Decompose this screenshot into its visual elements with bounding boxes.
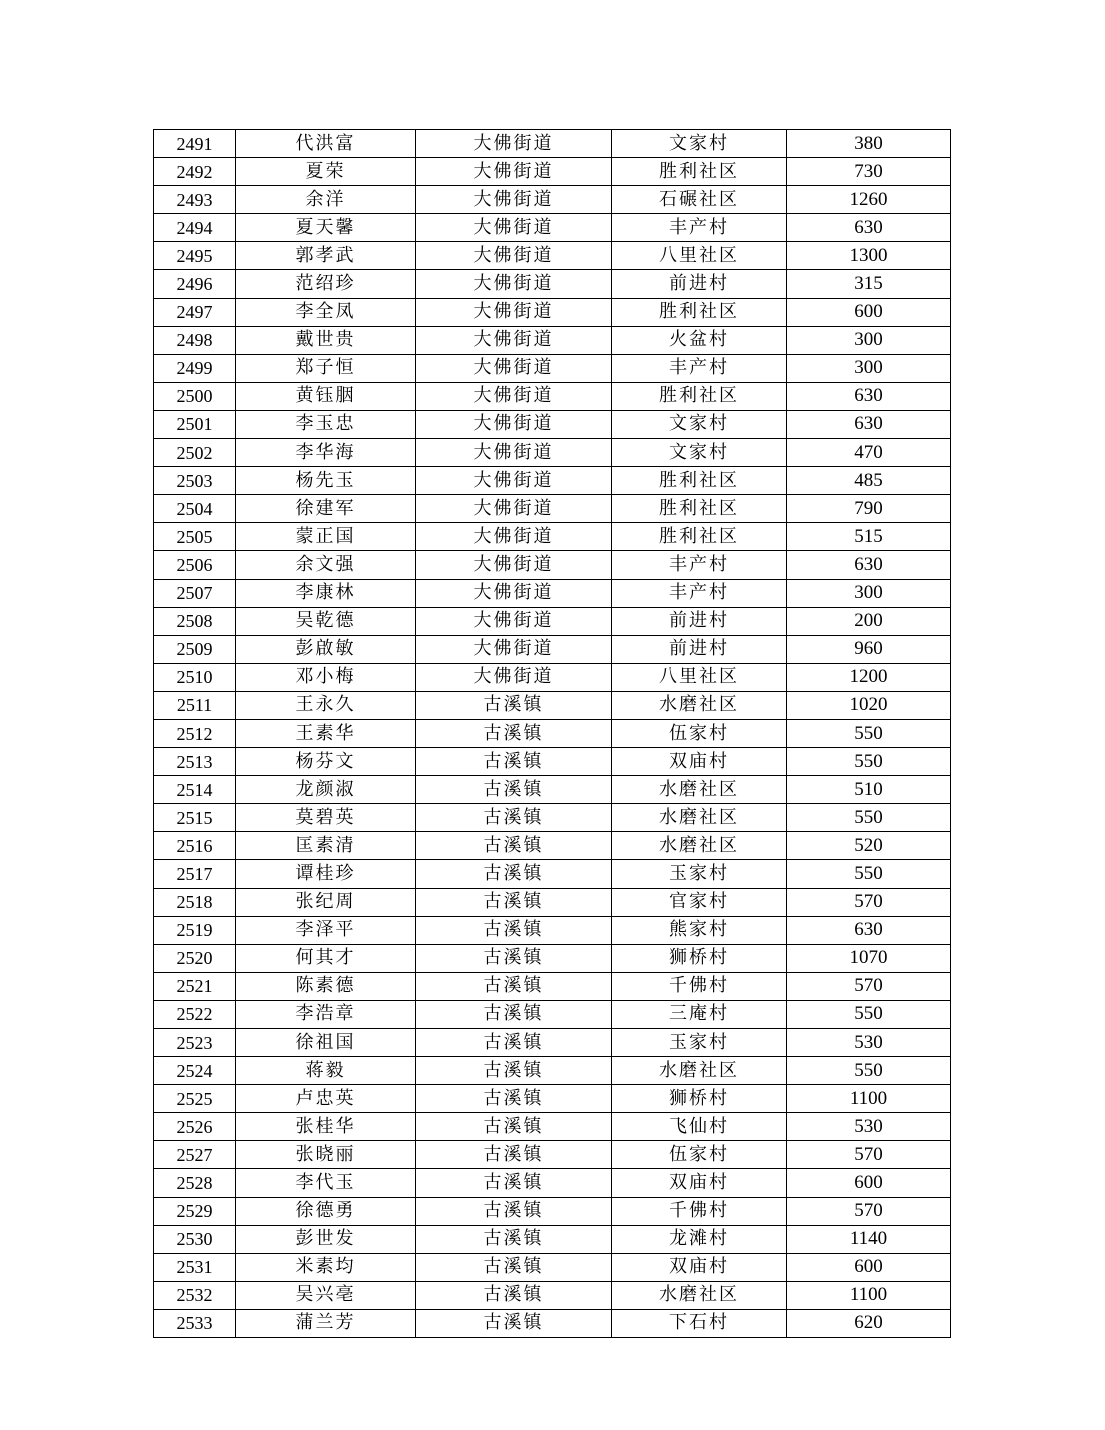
person-name-cell: 蒲兰芳 <box>236 1309 416 1337</box>
village-name-cell: 水磨社区 <box>612 1281 787 1309</box>
amount-value-cell: 520 <box>787 832 951 860</box>
town-name-cell: 大佛街道 <box>416 186 612 214</box>
row-number-cell: 2533 <box>154 1309 236 1337</box>
amount-value-cell: 550 <box>787 804 951 832</box>
row-number-cell: 2505 <box>154 523 236 551</box>
row-number-cell: 2528 <box>154 1169 236 1197</box>
row-number-cell: 2518 <box>154 888 236 916</box>
table-row <box>154 1253 951 1281</box>
row-number-cell: 2493 <box>154 186 236 214</box>
town-name-cell: 古溪镇 <box>416 944 612 972</box>
village-name-cell: 伍家村 <box>612 719 787 747</box>
table-row <box>154 888 951 916</box>
town-name-cell: 大佛街道 <box>416 242 612 270</box>
person-name-cell: 李代玉 <box>236 1169 416 1197</box>
amount-value-cell: 530 <box>787 1029 951 1057</box>
amount-value-cell: 630 <box>787 214 951 242</box>
amount-value-cell: 570 <box>787 972 951 1000</box>
row-number-cell: 2520 <box>154 944 236 972</box>
village-name-cell: 文家村 <box>612 130 787 158</box>
person-name-cell: 邓小梅 <box>236 663 416 691</box>
table-row <box>154 607 951 635</box>
person-name-cell: 徐建军 <box>236 495 416 523</box>
town-name-cell: 古溪镇 <box>416 691 612 719</box>
table-row <box>154 719 951 747</box>
person-name-cell: 张纪周 <box>236 888 416 916</box>
village-name-cell: 水磨社区 <box>612 1057 787 1085</box>
table-row <box>154 691 951 719</box>
amount-value-cell: 530 <box>787 1113 951 1141</box>
row-number-cell: 2497 <box>154 298 236 326</box>
village-name-cell: 石碾社区 <box>612 186 787 214</box>
person-name-cell: 徐祖国 <box>236 1029 416 1057</box>
person-name-cell: 范绍珍 <box>236 270 416 298</box>
row-number-cell: 2507 <box>154 579 236 607</box>
person-name-cell: 夏天馨 <box>236 214 416 242</box>
table-row <box>154 944 951 972</box>
table-row <box>154 860 951 888</box>
row-number-cell: 2502 <box>154 439 236 467</box>
table-row <box>154 1169 951 1197</box>
amount-value-cell: 1260 <box>787 186 951 214</box>
village-name-cell: 双庙村 <box>612 1253 787 1281</box>
data-table <box>153 129 951 1338</box>
village-name-cell: 双庙村 <box>612 1169 787 1197</box>
person-name-cell: 张桂华 <box>236 1113 416 1141</box>
amount-value-cell: 600 <box>787 298 951 326</box>
amount-value-cell: 470 <box>787 439 951 467</box>
amount-value-cell: 300 <box>787 579 951 607</box>
village-name-cell: 三庵村 <box>612 1000 787 1028</box>
person-name-cell: 李泽平 <box>236 916 416 944</box>
table-row <box>154 1029 951 1057</box>
village-name-cell: 丰产村 <box>612 354 787 382</box>
amount-value-cell: 1100 <box>787 1281 951 1309</box>
amount-value-cell: 1020 <box>787 691 951 719</box>
person-name-cell: 王素华 <box>236 719 416 747</box>
row-number-cell: 2491 <box>154 130 236 158</box>
town-name-cell: 大佛街道 <box>416 467 612 495</box>
village-name-cell: 熊家村 <box>612 916 787 944</box>
amount-value-cell: 630 <box>787 410 951 438</box>
town-name-cell: 大佛街道 <box>416 607 612 635</box>
town-name-cell: 大佛街道 <box>416 214 612 242</box>
village-name-cell: 下石村 <box>612 1309 787 1337</box>
person-name-cell: 余洋 <box>236 186 416 214</box>
row-number-cell: 2510 <box>154 663 236 691</box>
row-number-cell: 2496 <box>154 270 236 298</box>
amount-value-cell: 570 <box>787 888 951 916</box>
amount-value-cell: 600 <box>787 1169 951 1197</box>
amount-value-cell: 515 <box>787 523 951 551</box>
person-name-cell: 李全凤 <box>236 298 416 326</box>
amount-value-cell: 510 <box>787 776 951 804</box>
town-name-cell: 古溪镇 <box>416 1309 612 1337</box>
town-name-cell: 古溪镇 <box>416 1000 612 1028</box>
town-name-cell: 古溪镇 <box>416 1253 612 1281</box>
amount-value-cell: 380 <box>787 130 951 158</box>
amount-value-cell: 730 <box>787 158 951 186</box>
amount-value-cell: 550 <box>787 860 951 888</box>
town-name-cell: 古溪镇 <box>416 804 612 832</box>
table-row <box>154 439 951 467</box>
person-name-cell: 戴世贵 <box>236 326 416 354</box>
town-name-cell: 古溪镇 <box>416 916 612 944</box>
table-row <box>154 1141 951 1169</box>
table-row <box>154 158 951 186</box>
village-name-cell: 胜利社区 <box>612 523 787 551</box>
village-name-cell: 前进村 <box>612 607 787 635</box>
town-name-cell: 大佛街道 <box>416 298 612 326</box>
town-name-cell: 大佛街道 <box>416 382 612 410</box>
amount-value-cell: 550 <box>787 719 951 747</box>
row-number-cell: 2523 <box>154 1029 236 1057</box>
row-number-cell: 2504 <box>154 495 236 523</box>
village-name-cell: 水磨社区 <box>612 804 787 832</box>
town-name-cell: 大佛街道 <box>416 439 612 467</box>
row-number-cell: 2494 <box>154 214 236 242</box>
town-name-cell: 古溪镇 <box>416 972 612 1000</box>
table-row <box>154 1225 951 1253</box>
person-name-cell: 陈素德 <box>236 972 416 1000</box>
person-name-cell: 李玉忠 <box>236 410 416 438</box>
person-name-cell: 李浩章 <box>236 1000 416 1028</box>
table-row <box>154 1000 951 1028</box>
village-name-cell: 官家村 <box>612 888 787 916</box>
table-row <box>154 467 951 495</box>
village-name-cell: 玉家村 <box>612 1029 787 1057</box>
row-number-cell: 2498 <box>154 326 236 354</box>
village-name-cell: 胜利社区 <box>612 382 787 410</box>
row-number-cell: 2526 <box>154 1113 236 1141</box>
amount-value-cell: 1070 <box>787 944 951 972</box>
town-name-cell: 古溪镇 <box>416 748 612 776</box>
town-name-cell: 古溪镇 <box>416 1197 612 1225</box>
table-row <box>154 832 951 860</box>
person-name-cell: 李华海 <box>236 439 416 467</box>
town-name-cell: 古溪镇 <box>416 832 612 860</box>
village-name-cell: 胜利社区 <box>612 495 787 523</box>
person-name-cell: 黄钰胭 <box>236 382 416 410</box>
village-name-cell: 胜利社区 <box>612 298 787 326</box>
village-name-cell: 丰产村 <box>612 214 787 242</box>
amount-value-cell: 200 <box>787 607 951 635</box>
village-name-cell: 双庙村 <box>612 748 787 776</box>
row-number-cell: 2529 <box>154 1197 236 1225</box>
village-name-cell: 火盆村 <box>612 326 787 354</box>
town-name-cell: 大佛街道 <box>416 663 612 691</box>
person-name-cell: 吴乾德 <box>236 607 416 635</box>
village-name-cell: 伍家村 <box>612 1141 787 1169</box>
row-number-cell: 2515 <box>154 804 236 832</box>
table-row <box>154 523 951 551</box>
amount-value-cell: 485 <box>787 467 951 495</box>
row-number-cell: 2509 <box>154 635 236 663</box>
table-row <box>154 635 951 663</box>
village-name-cell: 胜利社区 <box>612 158 787 186</box>
row-number-cell: 2508 <box>154 607 236 635</box>
row-number-cell: 2519 <box>154 916 236 944</box>
person-name-cell: 龙颜淑 <box>236 776 416 804</box>
person-name-cell: 郭孝武 <box>236 242 416 270</box>
amount-value-cell: 1140 <box>787 1225 951 1253</box>
person-name-cell: 吴兴亳 <box>236 1281 416 1309</box>
table-row <box>154 410 951 438</box>
row-number-cell: 2531 <box>154 1253 236 1281</box>
village-name-cell: 八里社区 <box>612 663 787 691</box>
village-name-cell: 水磨社区 <box>612 832 787 860</box>
table-row <box>154 916 951 944</box>
village-name-cell: 龙滩村 <box>612 1225 787 1253</box>
row-number-cell: 2532 <box>154 1281 236 1309</box>
row-number-cell: 2530 <box>154 1225 236 1253</box>
table-row <box>154 354 951 382</box>
person-name-cell: 代洪富 <box>236 130 416 158</box>
amount-value-cell: 300 <box>787 354 951 382</box>
village-name-cell: 狮桥村 <box>612 944 787 972</box>
town-name-cell: 大佛街道 <box>416 551 612 579</box>
table-row <box>154 663 951 691</box>
table-row <box>154 972 951 1000</box>
village-name-cell: 前进村 <box>612 635 787 663</box>
town-name-cell: 古溪镇 <box>416 1225 612 1253</box>
table-row <box>154 130 951 158</box>
person-name-cell: 余文强 <box>236 551 416 579</box>
town-name-cell: 古溪镇 <box>416 1113 612 1141</box>
person-name-cell: 彭啟敏 <box>236 635 416 663</box>
village-name-cell: 水磨社区 <box>612 691 787 719</box>
person-name-cell: 卢忠英 <box>236 1085 416 1113</box>
table-row <box>154 1197 951 1225</box>
amount-value-cell: 960 <box>787 635 951 663</box>
person-name-cell: 徐德勇 <box>236 1197 416 1225</box>
amount-value-cell: 790 <box>787 495 951 523</box>
table-row <box>154 551 951 579</box>
town-name-cell: 大佛街道 <box>416 270 612 298</box>
village-name-cell: 玉家村 <box>612 860 787 888</box>
town-name-cell: 古溪镇 <box>416 719 612 747</box>
person-name-cell: 莫碧英 <box>236 804 416 832</box>
town-name-cell: 大佛街道 <box>416 579 612 607</box>
row-number-cell: 2516 <box>154 832 236 860</box>
row-number-cell: 2513 <box>154 748 236 776</box>
village-name-cell: 狮桥村 <box>612 1085 787 1113</box>
amount-value-cell: 550 <box>787 1057 951 1085</box>
person-name-cell: 米素均 <box>236 1253 416 1281</box>
table-row <box>154 214 951 242</box>
person-name-cell: 李康林 <box>236 579 416 607</box>
town-name-cell: 大佛街道 <box>416 158 612 186</box>
amount-value-cell: 550 <box>787 1000 951 1028</box>
amount-value-cell: 630 <box>787 551 951 579</box>
person-name-cell: 杨芬文 <box>236 748 416 776</box>
row-number-cell: 2492 <box>154 158 236 186</box>
table-row <box>154 382 951 410</box>
person-name-cell: 郑子恒 <box>236 354 416 382</box>
amount-value-cell: 620 <box>787 1309 951 1337</box>
row-number-cell: 2503 <box>154 467 236 495</box>
row-number-cell: 2525 <box>154 1085 236 1113</box>
town-name-cell: 古溪镇 <box>416 1057 612 1085</box>
row-number-cell: 2506 <box>154 551 236 579</box>
table-row <box>154 1057 951 1085</box>
row-number-cell: 2517 <box>154 860 236 888</box>
person-name-cell: 王永久 <box>236 691 416 719</box>
village-name-cell: 水磨社区 <box>612 776 787 804</box>
town-name-cell: 古溪镇 <box>416 1169 612 1197</box>
amount-value-cell: 630 <box>787 916 951 944</box>
row-number-cell: 2522 <box>154 1000 236 1028</box>
table-row <box>154 1281 951 1309</box>
table-row <box>154 298 951 326</box>
town-name-cell: 大佛街道 <box>416 130 612 158</box>
table-row <box>154 1113 951 1141</box>
row-number-cell: 2500 <box>154 382 236 410</box>
person-name-cell: 蒙正国 <box>236 523 416 551</box>
amount-value-cell: 1300 <box>787 242 951 270</box>
town-name-cell: 古溪镇 <box>416 1141 612 1169</box>
amount-value-cell: 600 <box>787 1253 951 1281</box>
village-name-cell: 飞仙村 <box>612 1113 787 1141</box>
town-name-cell: 大佛街道 <box>416 635 612 663</box>
town-name-cell: 古溪镇 <box>416 776 612 804</box>
table-row <box>154 186 951 214</box>
amount-value-cell: 570 <box>787 1141 951 1169</box>
row-number-cell: 2511 <box>154 691 236 719</box>
amount-value-cell: 570 <box>787 1197 951 1225</box>
village-name-cell: 文家村 <box>612 439 787 467</box>
person-name-cell: 匡素清 <box>236 832 416 860</box>
row-number-cell: 2499 <box>154 354 236 382</box>
amount-value-cell: 300 <box>787 326 951 354</box>
person-name-cell: 何其才 <box>236 944 416 972</box>
table-row <box>154 270 951 298</box>
person-name-cell: 杨先玉 <box>236 467 416 495</box>
row-number-cell: 2501 <box>154 410 236 438</box>
amount-value-cell: 630 <box>787 382 951 410</box>
table-row <box>154 776 951 804</box>
amount-value-cell: 1100 <box>787 1085 951 1113</box>
town-name-cell: 大佛街道 <box>416 354 612 382</box>
row-number-cell: 2524 <box>154 1057 236 1085</box>
town-name-cell: 古溪镇 <box>416 1281 612 1309</box>
village-name-cell: 千佛村 <box>612 972 787 1000</box>
town-name-cell: 大佛街道 <box>416 410 612 438</box>
person-name-cell: 蒋毅 <box>236 1057 416 1085</box>
row-number-cell: 2495 <box>154 242 236 270</box>
town-name-cell: 古溪镇 <box>416 888 612 916</box>
town-name-cell: 古溪镇 <box>416 1085 612 1113</box>
person-name-cell: 张晓丽 <box>236 1141 416 1169</box>
table-row <box>154 748 951 776</box>
table-row <box>154 326 951 354</box>
village-name-cell: 千佛村 <box>612 1197 787 1225</box>
person-name-cell: 谭桂珍 <box>236 860 416 888</box>
town-name-cell: 大佛街道 <box>416 326 612 354</box>
table-row <box>154 495 951 523</box>
village-name-cell: 文家村 <box>612 410 787 438</box>
village-name-cell: 丰产村 <box>612 551 787 579</box>
table-body <box>154 130 951 1338</box>
row-number-cell: 2527 <box>154 1141 236 1169</box>
table-row <box>154 804 951 832</box>
town-name-cell: 古溪镇 <box>416 1029 612 1057</box>
table-row <box>154 1085 951 1113</box>
amount-value-cell: 315 <box>787 270 951 298</box>
row-number-cell: 2514 <box>154 776 236 804</box>
person-name-cell: 彭世发 <box>236 1225 416 1253</box>
table-row <box>154 1309 951 1337</box>
village-name-cell: 八里社区 <box>612 242 787 270</box>
amount-value-cell: 550 <box>787 748 951 776</box>
row-number-cell: 2512 <box>154 719 236 747</box>
town-name-cell: 大佛街道 <box>416 523 612 551</box>
town-name-cell: 大佛街道 <box>416 495 612 523</box>
village-name-cell: 胜利社区 <box>612 467 787 495</box>
table-row <box>154 579 951 607</box>
table-row <box>154 242 951 270</box>
amount-value-cell: 1200 <box>787 663 951 691</box>
village-name-cell: 丰产村 <box>612 579 787 607</box>
row-number-cell: 2521 <box>154 972 236 1000</box>
town-name-cell: 古溪镇 <box>416 860 612 888</box>
person-name-cell: 夏荣 <box>236 158 416 186</box>
village-name-cell: 前进村 <box>612 270 787 298</box>
